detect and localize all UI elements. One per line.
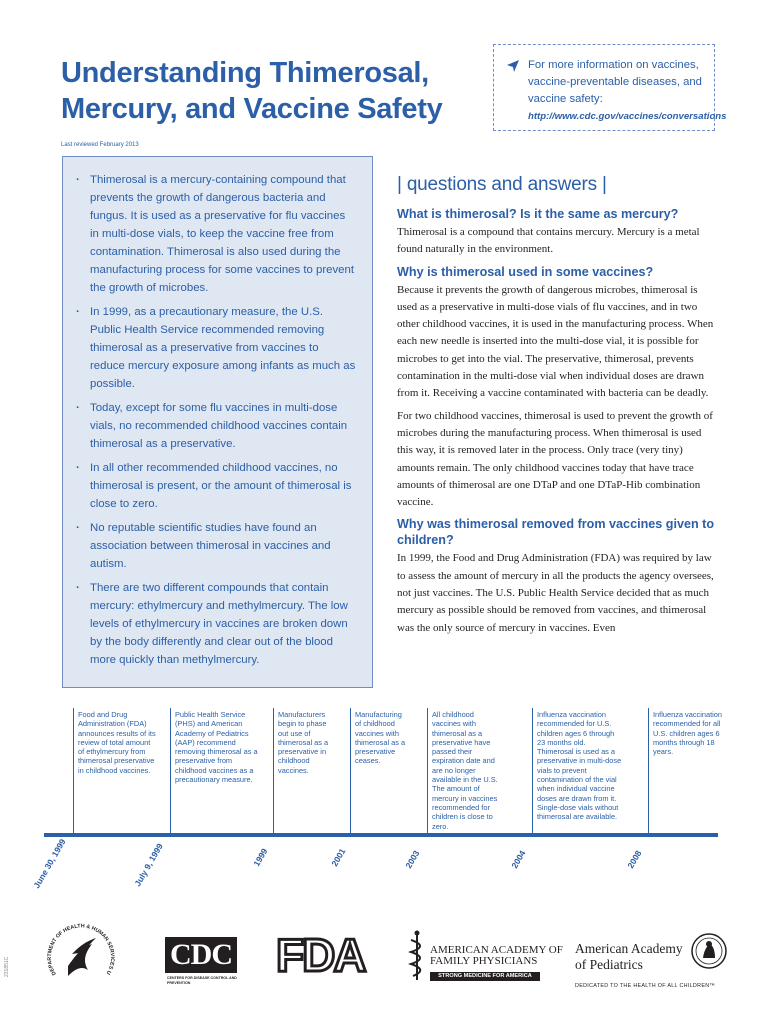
hhs-logo: [42, 914, 120, 992]
timeline-event-text: Manufacturers begin to phase out use of thimerosal as a preservative in childhood vaccines.: [278, 710, 329, 775]
timeline-date: 1999: [251, 846, 270, 868]
question-1: What is thimerosal? Is it the same as mercury?: [397, 207, 679, 221]
answer-3: In 1999, the Food and Drug Administration (FDA) was required by law to assess the amount of mercury in all the products the agency oversees, not just vaccines. The U.S. Public Health Service decided that as much mercury as possible should be removed from vaccines, and thimerosal was the only source of mercury in vaccines. Even: [397, 552, 714, 634]
timeline-tick: [427, 708, 428, 835]
info-url-link[interactable]: http://www.cdc.gov/vaccines/conversations: [528, 111, 727, 122]
timeline-date: June 30, 1999: [31, 837, 68, 890]
info-box: [493, 44, 727, 131]
aafp-name-line-1: AMERICAN ACADEMY OF: [430, 944, 563, 956]
info-line-3: vaccine safety:: [528, 93, 603, 105]
info-line-2: vaccine-preventable diseases, and: [528, 76, 702, 88]
timeline-tick: [170, 708, 171, 835]
answer-1: Thimerosal is a compound that contains mercury. Mercury is a metal found naturally in the environment.: [397, 226, 700, 256]
timeline-tick: [648, 708, 649, 835]
timeline-axis: [44, 833, 718, 837]
answer-2: Because it prevents the growth of dangerous microbes, thimerosal is used as a preservative in multi-dose vials of flu vaccines, and in two other childhood vaccines, it is used in the manufacturing process. When each new needle is inserted into the multi-dose vial, it is possible for microbes to get into the vial. The preservative, thimerosal, prevents contamination in the multi-dose vial when individual doses are drawn from it. Receiving a vaccine contaminated with bacteria can be deadly.: [397, 283, 714, 400]
fact-item: · No reputable scientific studies have found an association between thimerosal in vaccines and autism.: [75, 519, 356, 573]
timeline-date: 2003: [403, 848, 422, 870]
cdc-logo: CDC: [165, 937, 237, 973]
timeline-date: 2004: [509, 848, 528, 870]
timeline-tick: [532, 708, 533, 835]
qa-heading: | questions and answers |: [397, 174, 607, 195]
question-2: Why is thimerosal used in some vaccines?: [397, 264, 654, 279]
publication-code: 231851C: [4, 956, 10, 977]
key-facts-box: [62, 156, 373, 688]
timeline-date: 2001: [329, 846, 348, 868]
timeline-date: July 9, 1999: [132, 841, 165, 888]
last-reviewed: Last reviewed February 2013: [61, 142, 139, 148]
fact-item: · Today, except for some flu vaccines in multi-dose vials, no recommended childhood vaccines contain thimerosal as a preservative.: [75, 399, 356, 453]
timeline-tick: [73, 708, 74, 835]
info-line-1: For more information on vaccines,: [528, 59, 699, 71]
timeline-tick: [350, 708, 351, 835]
hhs-seal-text: DEPARTMENT OF HEALTH & HUMAN SERVICES U: [46, 923, 116, 977]
timeline-event-text: Food and Drug Administration (FDA) announces results of its review of total amount of ethylmercury from thimerosal preservative in childhood vaccines.: [78, 710, 156, 775]
partner-logos: [0, 900, 768, 1024]
timeline-event-text: Manufacturing of childhood vaccines with thimerosal as a preservative ceases.: [355, 710, 406, 766]
fda-logo: FDA: [276, 929, 365, 981]
title-line-1: Understanding Thimerosal,: [61, 57, 429, 89]
timeline-event-text: Public Health Service (PHS) and American Academy of Pediatrics (AAP) recommend removing thimerosal as a preservative from childhood vaccines as a precautionary measure.: [175, 710, 258, 785]
timeline-date: 2008: [625, 848, 644, 870]
aafp-tagline: STRONG MEDICINE FOR AMERICA: [430, 972, 540, 981]
timeline-event-text: All childhood vaccines with thimerosal as a preservative have passed their expiration date and are no longer available in the U.S. The amount of mercury in vaccines recommended for children is close to zero.: [432, 710, 498, 831]
cdc-logo-subtitle: CENTERS FOR DISEASE CONTROL AND PREVENTION: [167, 976, 237, 985]
timeline-event-text: Influenza vaccination recommended for U.S. children ages 6 through 23 months old. Thimerosal is used as a preservative in multi-dose vials to prevent contamination of the vial when individual vaccine doses are drawn from it. Single-dose vials without thimerosal are available.: [537, 710, 622, 822]
title-line-2: Mercury, and Vaccine Safety: [61, 93, 443, 125]
arrow-icon: [506, 59, 520, 73]
fact-item: · There are two different compounds that contain mercury: ethylmercury and methylmercury. The low levels of ethylmercury in vaccines are broken down by the body differently and clear out of the blood more quickly than methylmercury.: [75, 579, 356, 669]
fact-item: · In 1999, as a precautionary measure, the U.S. Public Health Service recommended removing thimerosal as a preservative from vaccines to reduce mercury exposure among infants as much as possible.: [75, 303, 356, 393]
aap-name-line-1: American Academy: [575, 941, 683, 956]
timeline-tick: [273, 708, 274, 835]
aap-seal-icon: [690, 932, 728, 970]
caduceus-icon: [408, 930, 426, 982]
aap-tagline: DEDICATED TO THE HEALTH OF ALL CHILDREN™: [575, 983, 716, 989]
question-3: Why was thimerosal removed from vaccines given to children?: [397, 517, 715, 548]
answer-2b: For two childhood vaccines, thimerosal is used to prevent the growth of microbes during the manufacturing process. When thimerosal is used this way, it is removed later in the process. Only trace (very tiny) amounts remain. The only childhood vaccines today that have trace amounts of thimerosal are one DTaP and one DTaP-Hib combination vaccine.: [397, 409, 713, 509]
fact-item: · Thimerosal is a mercury-containing compound that prevents the growth of dangerous bacteria and fungus. It is used as a preservative for flu vaccines in multi-dose vials, to keep the vaccine free from contamination. Thimerosal is also used during the manufacturing process for some vaccines to prevent the growth of microbes.: [75, 171, 356, 297]
qa-section: [397, 174, 715, 642]
timeline: [0, 700, 768, 900]
aap-name-line-2: of Pediatrics: [575, 957, 643, 972]
key-facts-list: [75, 171, 356, 669]
aafp-name-line-2: FAMILY PHYSICIANS: [430, 955, 538, 967]
timeline-event-text: Influenza vaccination recommended for all U.S. children ages 6 months through 18 years.: [653, 710, 723, 757]
fact-item: · In all other recommended childhood vaccines, no thimerosal is present, or the amount of thimerosal is close to zero.: [75, 459, 356, 513]
page-title: [61, 55, 481, 127]
